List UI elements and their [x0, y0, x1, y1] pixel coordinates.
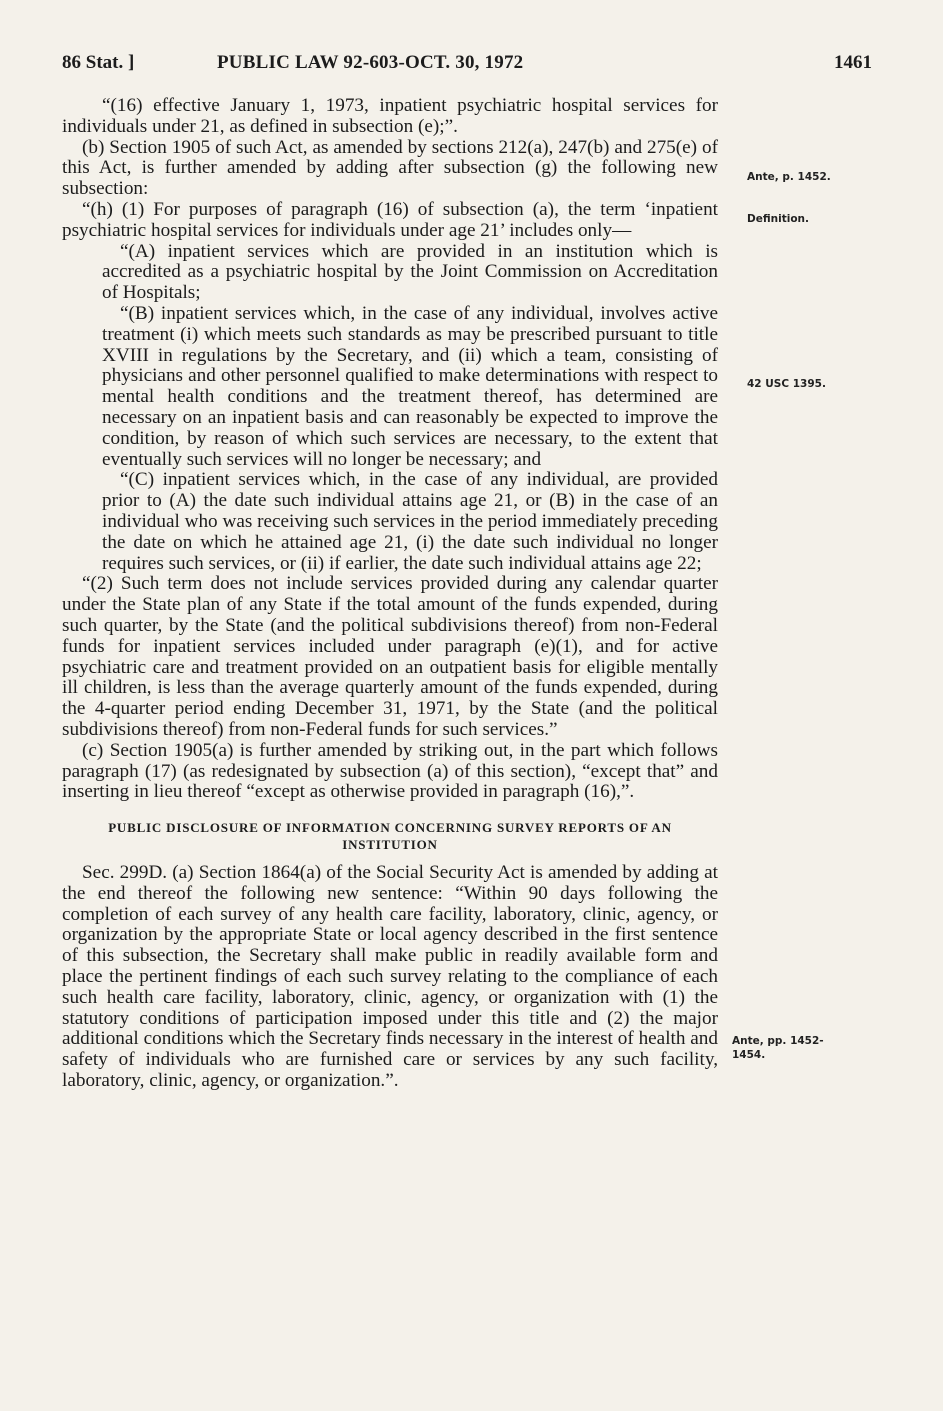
paragraph-h1: “(h) (1) For purposes of paragraph (16) of subsection (a), the term ‘inpatient psychiatric hospital services for individuals under age 21’ includes only—	[62, 198, 718, 241]
margin-note-ante-1452: Ante, p. 1452.	[747, 171, 831, 183]
body-text	[62, 96, 718, 1092]
margin-note-42-usc-1395: 42 USC 1395.	[747, 378, 826, 390]
paragraph-B: “(B) inpatient services which, in the case of any individual, involves active treatment (i) which meets such standards as may be prescribed pursuant to title XVIII in regulations by the Secretary, and (ii) which a team, consisting of physicians and other personnel qualified to make determinations with respect to mental health conditions and the treatment thereof, has determined are necessary on an inpatient basis and can reasonably be expected to improve the condition, by reason of which such services are necessary, to the extent that eventually such services will no longer be necessary; and	[102, 302, 718, 470]
paragraph-16: “(16) effective January 1, 1973, inpatient psychiatric hospital services for individuals under 21, as defined in subsection (e);”.	[62, 95, 718, 137]
section-heading: PUBLIC DISCLOSURE OF INFORMATION CONCERNING SURVEY REPORTS OF AN INSTITUTION	[108, 820, 672, 853]
page-number: 1461	[834, 52, 872, 73]
paragraph-2: “(2) Such term does not include services provided during any calendar quarter under the State plan of any State if the total amount of the funds expended, during such quarter, by the State (and the political subdivisions thereof) from non-Federal funds for inpatient services included under paragraph (e)(1), and for active psychiatric care and treatment provided on an outpatient basis for eligible mentally ill children, is less than the average quarterly amount of the funds expended, during the 4-quarter period ending December 31, 1971, by the State (and the political subdivisions thereof) from non-Federal funds for such services.”	[62, 573, 718, 740]
section-299d: Sec. 299D. (a) Section 1864(a) of the Social Security Act is amended by adding at the end thereof the following new sentence: “Within 90 days following the completion of each survey of any health care facility, laboratory, clinic, agency, or organization by the appropriate State or local agency described in the first sentence of this subsection, the Secretary shall make public in readily available form and place the pertinent findings of each such survey relating to the compliance of each such health care facility, laboratory, clinic, agency, or organization with (1) the statutory conditions of participation imposed under this title and (2) the major additional conditions which the Secretary finds necessary in the interest of health and safety of individuals who are furnished care or services by any such facility, laboratory, clinic, agency, or organization.”.	[62, 862, 718, 1092]
paragraph-A: “(A) inpatient services which are provided in an institution which is accredited as a psychiatric hospital by the Joint Commission on Accreditation of Hospitals;	[102, 240, 718, 304]
margin-note-definition: Definition.	[747, 213, 809, 225]
statute-reference: 86 Stat. ]	[62, 52, 135, 73]
paragraph-c: (c) Section 1905(a) is further amended by striking out, in the part which follows paragraph (17) (as redesignated by subsection (a) of this section), “except that” and inserting in lieu thereof “except as otherwise provided in paragraph (16),”.	[62, 739, 718, 803]
page-header	[62, 52, 872, 82]
margin-note-ante-1452-1454: Ante, pp. 1452-1454.	[732, 1035, 824, 1061]
paragraph-C: “(C) inpatient services which, in the case of any individual, are provided prior to (A) the date such individual attains age 21, or (B) in the case of an individual who was receiving such services in the period immediately preceding the date on which he attained age 21, (i) the date such individual no longer requires such services, or (ii) if earlier, the date such individual attains age 22;	[102, 469, 718, 574]
paragraph-b: (b) Section 1905 of such Act, as amended by sections 212(a), 247(b) and 275(e) of this Act, is further amended by adding after subsection (g) the following new subsection:	[62, 136, 718, 200]
law-title: PUBLIC LAW 92-603-OCT. 30, 1972	[217, 52, 524, 73]
